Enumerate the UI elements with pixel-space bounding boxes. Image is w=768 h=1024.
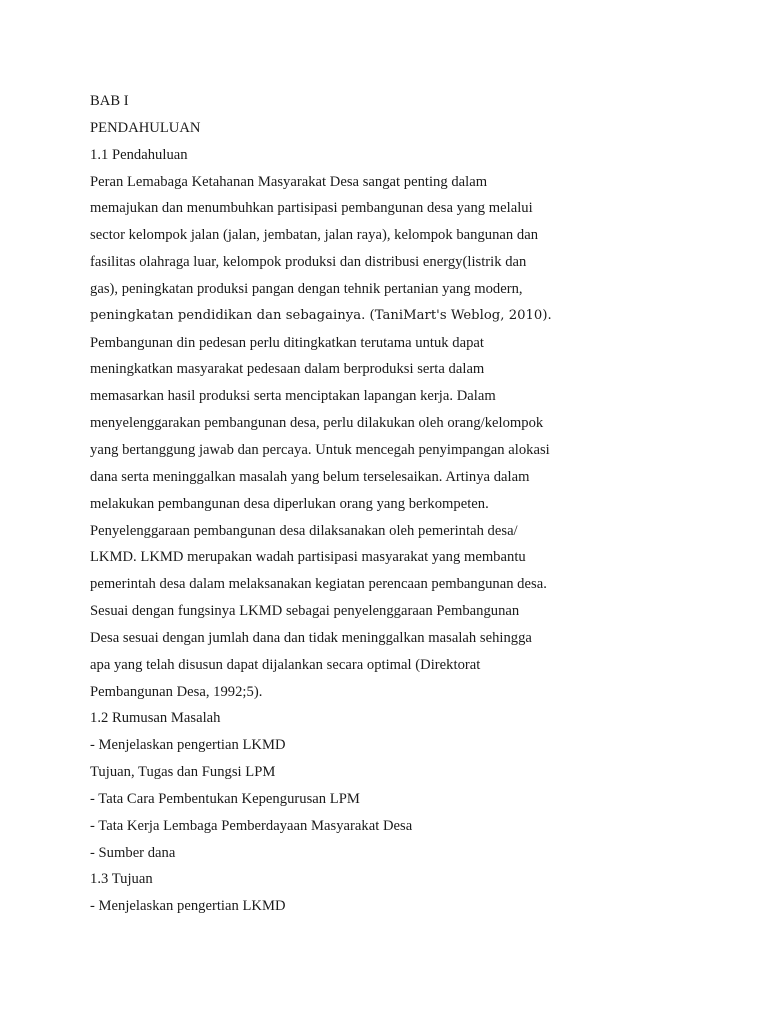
section-heading-1-2: 1.2 Rumusan Masalah xyxy=(90,710,221,727)
paragraph-line: gas), peningkatan produksi pangan dengan tehnik pertanian yang modern, xyxy=(90,280,523,297)
paragraph-line: sector kelompok jalan (jalan, jembatan, jalan raya), kelompok bangunan dan xyxy=(90,227,539,244)
paragraph-line: menyelenggarakan pembangunan desa, perlu dilakukan oleh orang/kelompok xyxy=(90,415,544,432)
paragraph-line: Desa sesuai dengan jumlah dana dan tidak meninggalkan masalah sehingga xyxy=(90,629,532,646)
list-item: Tujuan, Tugas dan Fungsi LPM xyxy=(90,764,276,781)
list-item: - Tata Cara Pembentukan Kepengurusan LPM xyxy=(90,790,360,807)
paragraph-line-citation: peningkatan pendidikan dan sebagainya. (TaniMart's Weblog, 2010). xyxy=(90,307,552,323)
list-item: - Tata Kerja Lembaga Pemberdayaan Masyarakat Desa xyxy=(90,817,413,834)
paragraph-line: pemerintah desa dalam melaksanakan kegiatan perencaan pembangunan desa. xyxy=(90,576,547,593)
paragraph-line: meningkatkan masyarakat pedesaan dalam berproduksi serta dalam xyxy=(90,361,485,378)
section-heading-1-1: 1.1 Pendahuluan xyxy=(90,146,188,163)
list-item: - Sumber dana xyxy=(90,844,176,861)
section-heading-1-3: 1.3 Tujuan xyxy=(90,871,153,888)
paragraph-line: memajukan dan menumbuhkan partisipasi pembangunan desa yang melalui xyxy=(90,200,533,217)
paragraph-line: Peran Lemabaga Ketahanan Masyarakat Desa sangat penting dalam xyxy=(90,173,488,190)
document-body xyxy=(90,88,730,920)
chapter-label: BAB I xyxy=(90,93,129,109)
paragraph-line: yang bertanggung jawab dan percaya. Untuk mencegah penyimpangan alokasi xyxy=(90,441,550,458)
paragraph-line: Penyelenggaraan pembangunan desa dilaksanakan oleh pemerintah desa/ xyxy=(90,522,518,539)
list-item: - Menjelaskan pengertian LKMD xyxy=(90,737,286,754)
chapter-title: PENDAHULUAN xyxy=(90,119,201,136)
paragraph-line: Pembangunan din pedesan perlu ditingkatkan terutama untuk dapat xyxy=(90,334,484,351)
paragraph-line: LKMD. LKMD merupakan wadah partisipasi masyarakat yang membantu xyxy=(90,549,526,566)
paragraph-line: fasilitas olahraga luar, kelompok produksi dan distribusi energy(listrik dan xyxy=(90,254,527,271)
list-item: - Menjelaskan pengertian LKMD xyxy=(90,898,286,915)
paragraph-line: apa yang telah disusun dapat dijalankan secara optimal (Direktorat xyxy=(90,656,481,673)
paragraph-line: melakukan pembangunan desa diperlukan orang yang berkompeten. xyxy=(90,495,489,512)
paragraph-line: Pembangunan Desa, 1992;5). xyxy=(90,683,263,700)
paragraph-line: memasarkan hasil produksi serta menciptakan lapangan kerja. Dalam xyxy=(90,388,496,405)
paragraph-line: dana serta meninggalkan masalah yang belum terselesaikan. Artinya dalam xyxy=(90,468,530,485)
paragraph-line: Sesuai dengan fungsinya LKMD sebagai penyelenggaraan Pembangunan xyxy=(90,603,520,620)
